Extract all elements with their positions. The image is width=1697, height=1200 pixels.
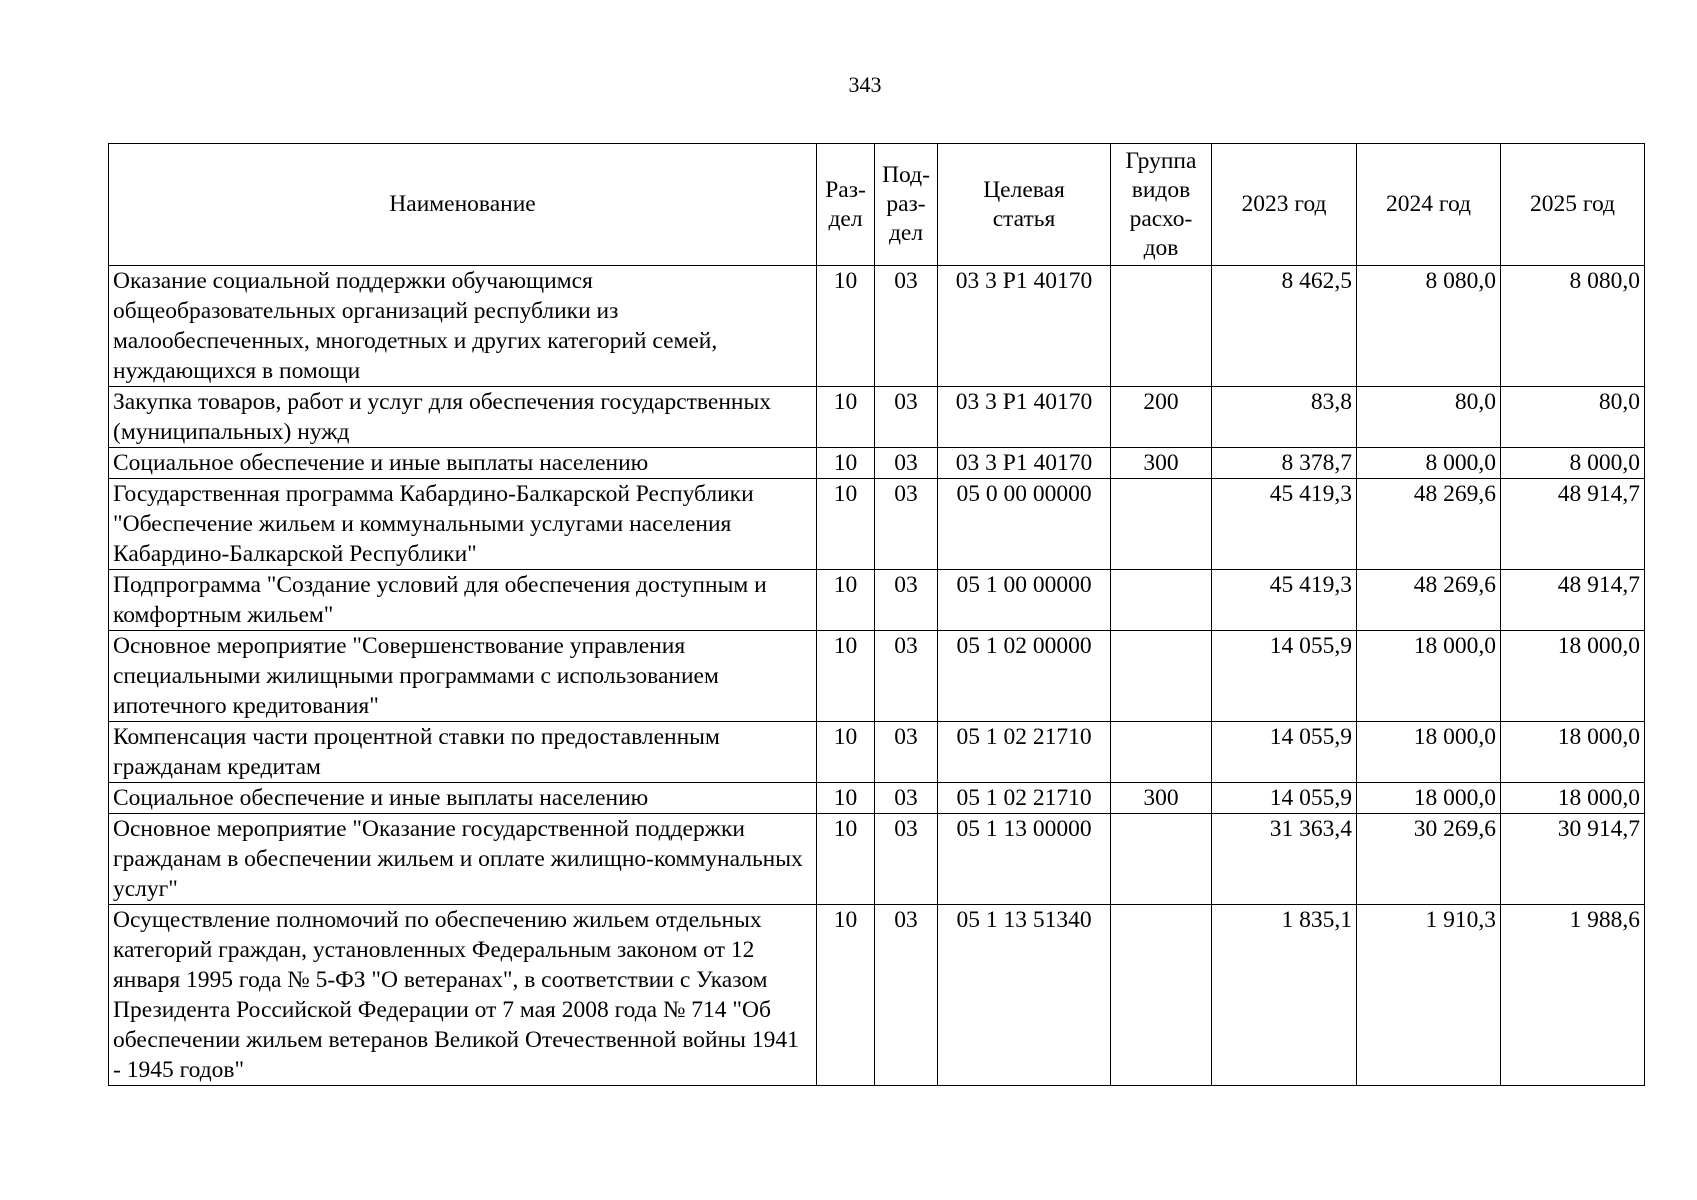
cell-name: Подпрограмма "Создание условий для обеспечения доступным и комфортным жильем" xyxy=(109,570,817,631)
cell-podrazdel: 03 xyxy=(875,783,938,814)
cell-podrazdel: 03 xyxy=(875,631,938,722)
header-gruppa-vidov-rashodov: Группа видов расхо- дов xyxy=(1111,144,1212,266)
cell-name: Социальное обеспечение и иные выплаты населению xyxy=(109,448,817,479)
cell-name: Социальное обеспечение и иные выплаты населению xyxy=(109,783,817,814)
cell-gruppa: 300 xyxy=(1111,448,1212,479)
cell-name: Основное мероприятие "Совершенствование управления специальными жилищными программами с использованием ипотечного кредитования" xyxy=(109,631,817,722)
cell-celevaya: 05 0 00 00000 xyxy=(938,479,1111,570)
cell-razdel: 10 xyxy=(817,631,875,722)
table-row xyxy=(109,570,1645,631)
cell-2024: 48 269,6 xyxy=(1357,479,1501,570)
cell-podrazdel: 03 xyxy=(875,905,938,1086)
cell-podrazdel: 03 xyxy=(875,266,938,387)
cell-2023: 14 055,9 xyxy=(1212,631,1357,722)
cell-2023: 83,8 xyxy=(1212,387,1357,448)
cell-2024: 18 000,0 xyxy=(1357,722,1501,783)
cell-2023: 14 055,9 xyxy=(1212,783,1357,814)
page-number: 343 xyxy=(848,72,882,97)
cell-2023: 1 835,1 xyxy=(1212,905,1357,1086)
cell-razdel: 10 xyxy=(817,570,875,631)
cell-razdel: 10 xyxy=(817,387,875,448)
cell-2025: 48 914,7 xyxy=(1501,570,1645,631)
cell-razdel: 10 xyxy=(817,448,875,479)
budget-table xyxy=(108,143,1645,1086)
header-2024: 2024 год xyxy=(1357,144,1501,266)
table-row xyxy=(109,814,1645,905)
cell-2025: 1 988,6 xyxy=(1501,905,1645,1086)
cell-gruppa: 300 xyxy=(1111,783,1212,814)
cell-celevaya: 05 1 02 21710 xyxy=(938,783,1111,814)
cell-name: Оказание социальной поддержки обучающимся общеобразовательных организаций республики из малообеспеченных, многодетных и других категорий семей, нуждающихся в помощи xyxy=(109,266,817,387)
cell-podrazdel: 03 xyxy=(875,814,938,905)
cell-2025: 18 000,0 xyxy=(1501,783,1645,814)
cell-2025: 18 000,0 xyxy=(1501,722,1645,783)
table-header-row xyxy=(109,144,1645,266)
header-2023: 2023 год xyxy=(1212,144,1357,266)
cell-podrazdel: 03 xyxy=(875,722,938,783)
cell-razdel: 10 xyxy=(817,814,875,905)
cell-celevaya: 05 1 13 00000 xyxy=(938,814,1111,905)
cell-gruppa xyxy=(1111,631,1212,722)
cell-celevaya: 03 3 Р1 40170 xyxy=(938,448,1111,479)
cell-celevaya: 05 1 02 21710 xyxy=(938,722,1111,783)
table-row xyxy=(109,631,1645,722)
cell-podrazdel: 03 xyxy=(875,448,938,479)
cell-2023: 14 055,9 xyxy=(1212,722,1357,783)
cell-celevaya: 05 1 00 00000 xyxy=(938,570,1111,631)
cell-2024: 1 910,3 xyxy=(1357,905,1501,1086)
cell-2023: 45 419,3 xyxy=(1212,479,1357,570)
cell-2024: 30 269,6 xyxy=(1357,814,1501,905)
cell-name: Осуществление полномочий по обеспечению жильем отдельных категорий граждан, установленных Федеральным законом от 12 января 1995 года № 5-ФЗ "О ветеранах", в соответствии с Указом Президента Российской Федерации от 7 мая 2008 года № 714 "Об обеспечении жильем ветеранов Великой Отечественной войны 1941 - 1945 годов" xyxy=(109,905,817,1086)
cell-razdel: 10 xyxy=(817,479,875,570)
cell-2024: 8 080,0 xyxy=(1357,266,1501,387)
cell-name: Государственная программа Кабардино-Балкарской Республики "Обеспечение жильем и коммунальными услугами населения Кабардино-Балкарской Республики" xyxy=(109,479,817,570)
cell-celevaya: 05 1 02 00000 xyxy=(938,631,1111,722)
table-row xyxy=(109,479,1645,570)
cell-2023: 8 462,5 xyxy=(1212,266,1357,387)
cell-name: Основное мероприятие "Оказание государственной поддержки гражданам в обеспечении жильем и оплате жилищно-коммунальных услуг" xyxy=(109,814,817,905)
cell-2024: 8 000,0 xyxy=(1357,448,1501,479)
cell-2023: 8 378,7 xyxy=(1212,448,1357,479)
cell-2025: 18 000,0 xyxy=(1501,631,1645,722)
table-row xyxy=(109,905,1645,1086)
header-razdel: Раз- дел xyxy=(817,144,875,266)
cell-gruppa: 200 xyxy=(1111,387,1212,448)
cell-razdel: 10 xyxy=(817,722,875,783)
header-2025: 2025 год xyxy=(1501,144,1645,266)
cell-celevaya: 05 1 13 51340 xyxy=(938,905,1111,1086)
cell-razdel: 10 xyxy=(817,783,875,814)
table-row xyxy=(109,783,1645,814)
table-row xyxy=(109,722,1645,783)
cell-2024: 48 269,6 xyxy=(1357,570,1501,631)
cell-gruppa xyxy=(1111,479,1212,570)
cell-podrazdel: 03 xyxy=(875,570,938,631)
cell-2023: 31 363,4 xyxy=(1212,814,1357,905)
cell-podrazdel: 03 xyxy=(875,479,938,570)
cell-celevaya: 03 3 Р1 40170 xyxy=(938,387,1111,448)
cell-gruppa xyxy=(1111,266,1212,387)
cell-gruppa xyxy=(1111,722,1212,783)
table-row xyxy=(109,448,1645,479)
cell-2025: 48 914,7 xyxy=(1501,479,1645,570)
cell-name: Закупка товаров, работ и услуг для обеспечения государственных (муниципальных) нужд xyxy=(109,387,817,448)
cell-2024: 18 000,0 xyxy=(1357,631,1501,722)
cell-2025: 8 080,0 xyxy=(1501,266,1645,387)
cell-gruppa xyxy=(1111,814,1212,905)
table-row xyxy=(109,387,1645,448)
header-name: Наименование xyxy=(109,144,817,266)
cell-2025: 80,0 xyxy=(1501,387,1645,448)
header-celevaya-statya: Целевая статья xyxy=(938,144,1111,266)
cell-2024: 18 000,0 xyxy=(1357,783,1501,814)
table-row xyxy=(109,266,1645,387)
cell-razdel: 10 xyxy=(817,905,875,1086)
cell-2024: 80,0 xyxy=(1357,387,1501,448)
header-podrazdel: Под- раз- дел xyxy=(875,144,938,266)
cell-razdel: 10 xyxy=(817,266,875,387)
cell-2025: 8 000,0 xyxy=(1501,448,1645,479)
cell-gruppa xyxy=(1111,570,1212,631)
cell-podrazdel: 03 xyxy=(875,387,938,448)
cell-2025: 30 914,7 xyxy=(1501,814,1645,905)
cell-gruppa xyxy=(1111,905,1212,1086)
cell-2023: 45 419,3 xyxy=(1212,570,1357,631)
cell-name: Компенсация части процентной ставки по предоставленным гражданам кредитам xyxy=(109,722,817,783)
cell-celevaya: 03 3 Р1 40170 xyxy=(938,266,1111,387)
